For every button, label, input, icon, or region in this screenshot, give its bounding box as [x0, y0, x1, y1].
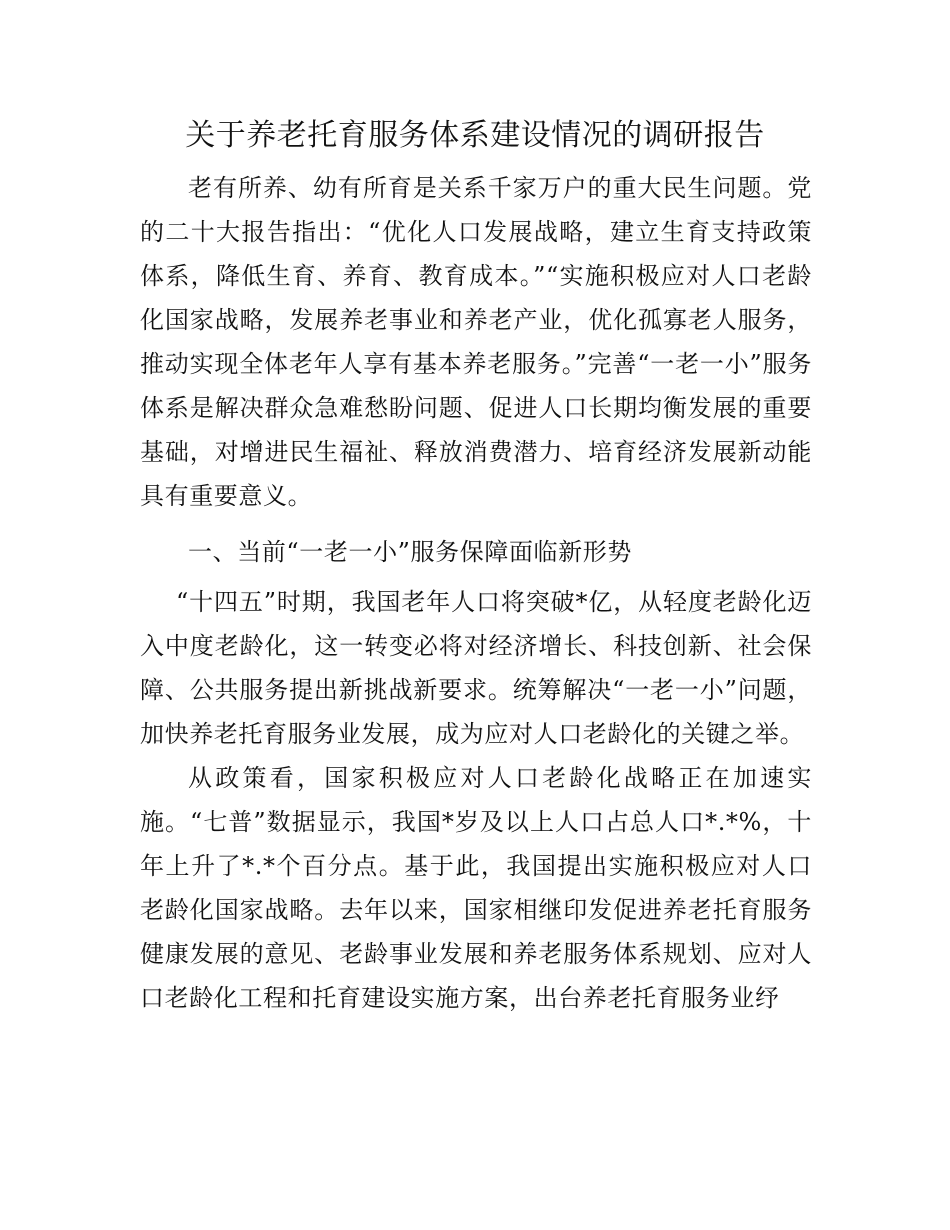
intro-paragraph: 老有所养、幼有所育是关系千家万户的重大民生问题。党的二十大报告指出：“优化人口发展战略，建立生育支持政策体系，降低生育、养育、教育成本。”“实施积极应对人口老龄化国家战略，发展养老事业和养老产业，优化孤寡老人服务，推动实现全体老年人享有基本养老服务。”完善“一老一小”服务体系是解决群众急难愁盼问题、促进人口长期均衡发展的重要基础，对增进民生福祉、释放消费潜力、培育经济发展新动能具有重要意义。	[140, 174, 812, 510]
section-paragraph-1: “十四五”时期，我国老年人口将突破*亿，从轻度老龄化迈入中度老龄化，这一转变必将对经济增长、科技创新、社会保障、公共服务提出新挑战新要求。统筹解决“一老一小”问题，加快养老托育服务业发展，成为应对人口老龄化的关键之举。	[140, 588, 812, 748]
document-title: 关于养老托育服务体系建设情况的调研报告	[185, 118, 765, 153]
document-body	[140, 166, 812, 1020]
section-heading: 一、当前“一老一小”服务保障面临新形势	[188, 538, 632, 566]
section-paragraph-2: 从政策看，国家积极应对人口老龄化战略正在加速实施。“七普”数据显示，我国*岁及以上人口占总人口*.*%，十年上升了*.*个百分点。基于此，我国提出实施积极应对人口老龄化国家战略。去年以来，国家相继印发促进养老托育服务健康发展的意见、老龄事业发展和养老服务体系规划、应对人口老龄化工程和托育建设实施方案，出台养老托育服务业纾	[140, 764, 812, 1012]
